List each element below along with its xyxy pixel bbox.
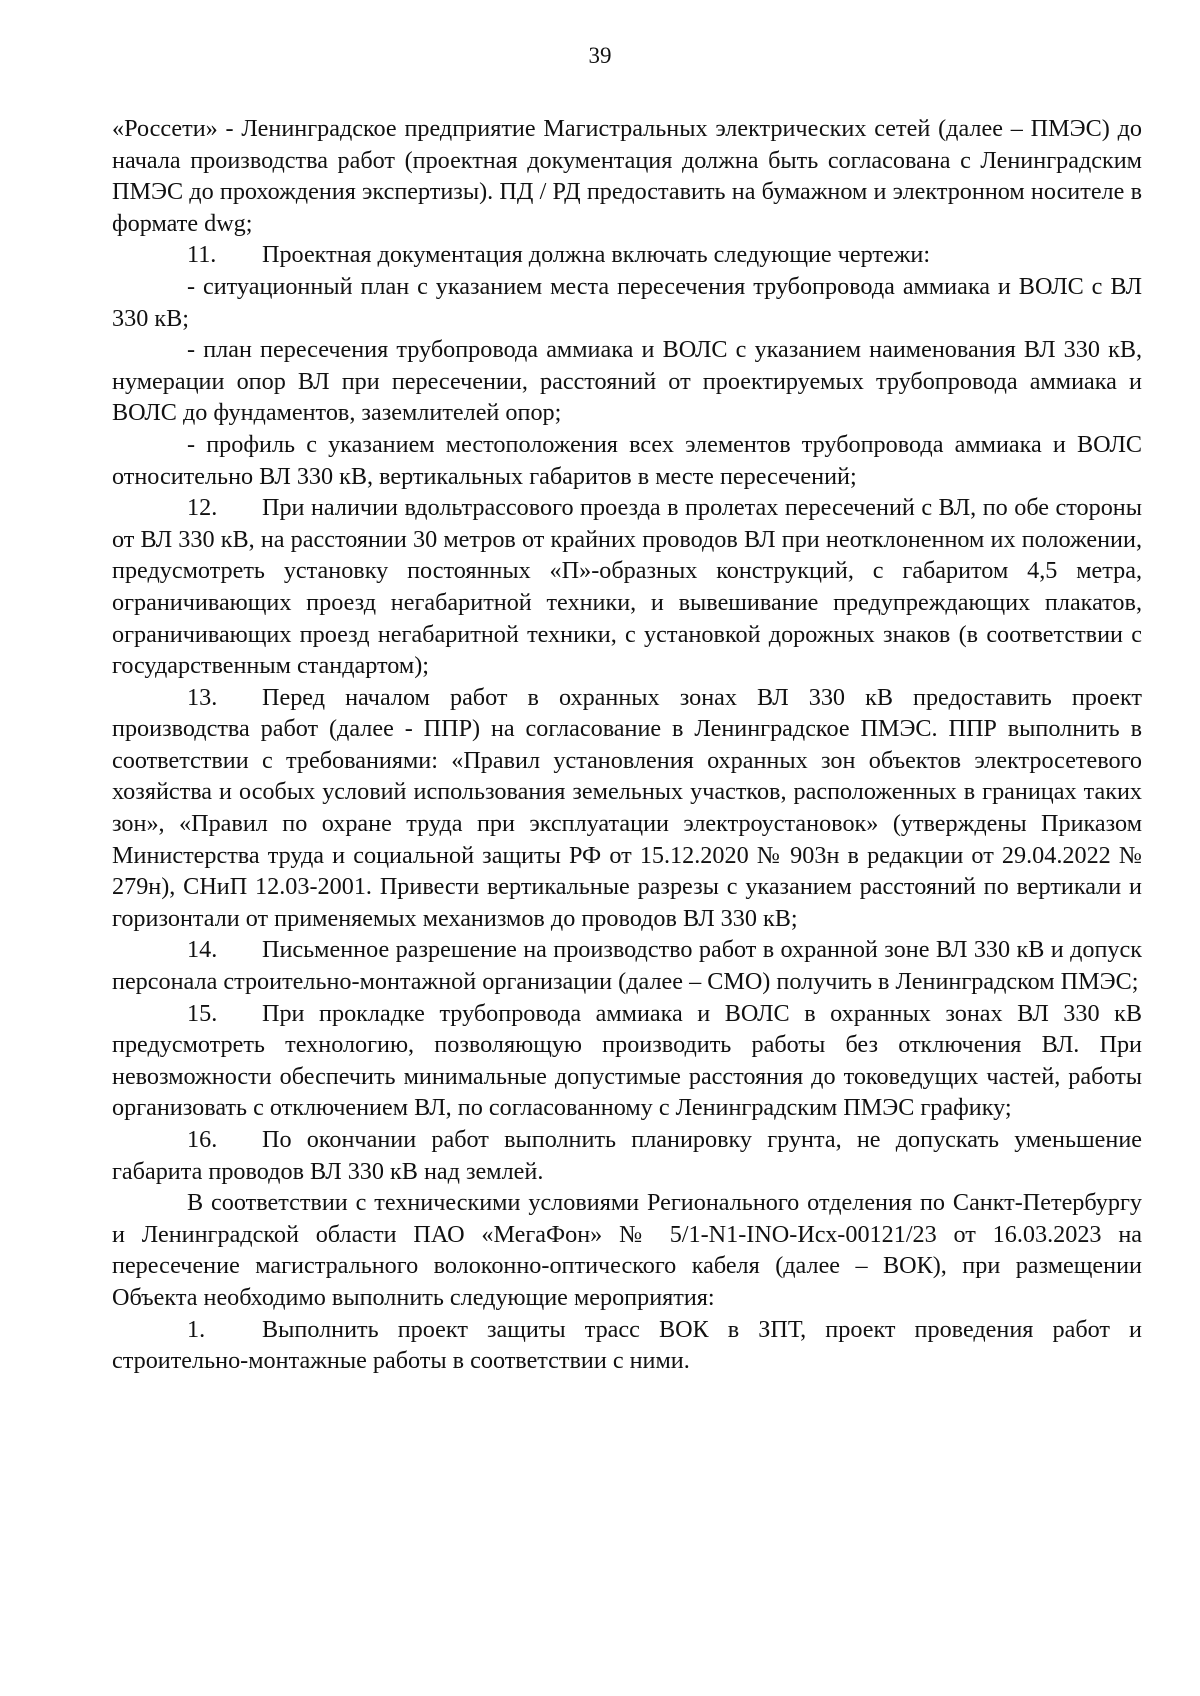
- item-number: 15.: [187, 999, 218, 1027]
- bullet-situational-plan: - ситуационный план с указанием места пересечения трубопровода аммиака и ВОЛС с ВЛ 330 кВ;: [112, 272, 1142, 332]
- list-item-12: [112, 492, 1142, 682]
- item-text: При наличии вдольтрассового проезда в пролетах пересечений с ВЛ, по обе стороны от ВЛ 330 кВ, на расстоянии 30 метров от крайних проводов ВЛ при неотклоненном их положении, предусмотреть установку постоянных «П»-образных конструкций, с габаритом 4,5 метра, ограничивающих проезд негабаритной техники, и вывешивание предупреждающих плакатов, ограничивающих проезд негабаритной техники, с установкой дорожных знаков (в соответствии с государственным стандартом);: [112, 494, 1142, 680]
- item-number: 14.: [187, 936, 218, 964]
- list-item-14: [112, 934, 1142, 997]
- item-text: Письменное разрешение на производство работ в охранной зоне ВЛ 330 кВ и допуск персонала строительно-монтажной организации (далее – СМО) получить в Ленинградском ПМЭС;: [112, 936, 1142, 996]
- item-number: 11.: [187, 241, 217, 269]
- bullet-profile: - профиль с указанием местоположения всех элементов трубопровода аммиака и ВОЛС относительно ВЛ 330 кВ, вертикальных габаритов в месте пересечений;: [112, 430, 1142, 490]
- item-text: Выполнить проект защиты трасс ВОК в ЗПТ, проект проведения работ и строительно-монтажные работы в соответствии с ними.: [112, 1315, 1142, 1375]
- item-number: 12.: [187, 494, 218, 522]
- item-number: 1.: [187, 1315, 206, 1343]
- list-item-13: [112, 682, 1142, 935]
- item-text: Проектная документация должна включать следующие чертежи:: [262, 241, 931, 269]
- paragraph-megafon: В соответствии с техническими условиями Регионального отделения по Санкт-Петербургу и Ленинградской области ПАО «МегаФон» № 5/1-N1-INO-Исх-00121/23 от 16.03.2023 на пересечение магистрального волоконно-оптического кабеля (далее – ВОК), при размещении Объекта необходимо выполнить следующие мероприятия:: [112, 1189, 1142, 1311]
- paragraph-continuation: «Россети» - Ленинградское предприятие Магистральных электрических сетей (далее – ПМЭС) до начала производства работ (проектная документация должна быть согласована с Ленинградским ПМЭС до прохождения экспертизы). ПД / РД предоставить на бумажном и электронном носителе в формате dwg;: [112, 115, 1142, 237]
- page-number: 39: [588, 43, 612, 68]
- list-item-16: [112, 1124, 1142, 1187]
- bullet-crossing-plan: - план пересечения трубопровода аммиака и ВОЛС с указанием наименования ВЛ 330 кВ, нумерации опор ВЛ при пересечении, расстояний от проектируемых трубопровода аммиака и ВОЛС до фундаментов, заземлителей опор;: [112, 336, 1142, 427]
- item-text: При прокладке трубопровода аммиака и ВОЛС в охранных зонах ВЛ 330 кВ предусмотреть технологию, позволяющую производить работы без отключения ВЛ. При невозможности обеспечить минимальные допустимые расстояния до токоведущих частей, работы организовать с отключением ВЛ, по согласованному с Ленинградским ПМЭС графику;: [112, 999, 1142, 1122]
- item-text: По окончании работ выполнить планировку грунта, не допускать уменьшение габарита проводов ВЛ 330 кВ над землей.: [112, 1126, 1142, 1185]
- list-item-11: [112, 239, 1142, 271]
- item-text: Перед началом работ в охранных зонах ВЛ 330 кВ предоставить проект производства работ (далее - ППР) на согласование в Ленинградское ПМЭС. ППР выполнить в соответствии с требованиями: «Правил установления охранных зон объектов электросетевого хозяйства и особых условий использования земельных участков, расположенных в границах таких зон», «Правил по охране труда при эксплуатации электроустановок» (утверждены Приказом Министерства труда и социальной защиты РФ от 15.12.2020 № 903н в редакции от 29.04.2022 № 279н), СНиП 12.03-2001. Привести вертикальные разрезы с указанием расстояний по вертикали и горизонтали от применяемых механизмов до проводов ВЛ 330 кВ;: [112, 683, 1142, 932]
- item-number: 16.: [187, 1126, 218, 1153]
- list-item-15: [112, 998, 1142, 1124]
- item-number: 13.: [187, 683, 218, 711]
- document-body: [112, 113, 1142, 1377]
- list-item-1: [112, 1314, 1142, 1377]
